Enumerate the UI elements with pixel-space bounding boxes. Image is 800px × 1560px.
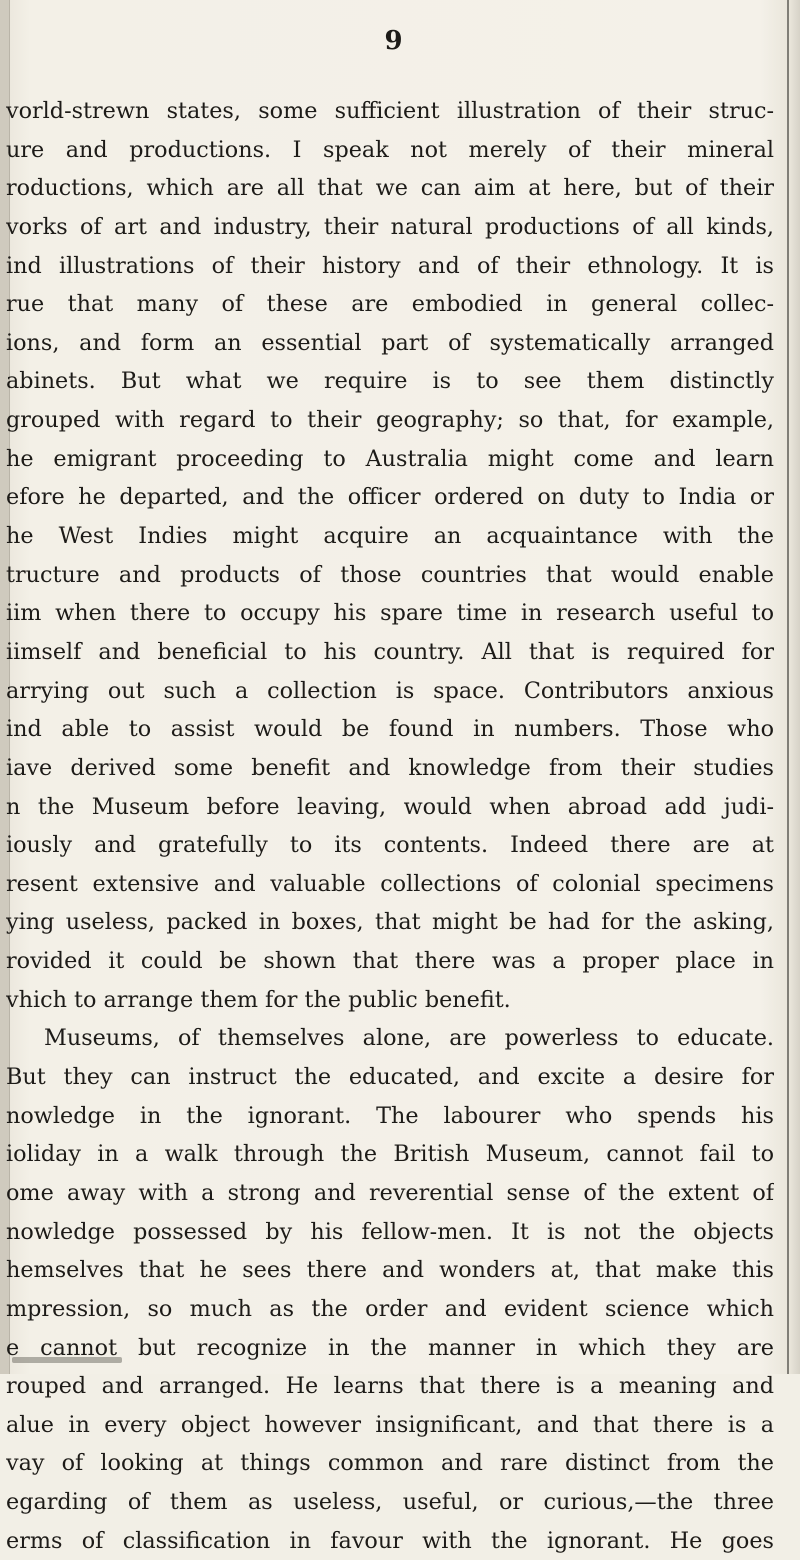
- text-line: ind able to assist would be found in numbers. Those who: [6, 716, 774, 743]
- text-line: efore he departed, and the officer ordered on duty to India or: [6, 484, 774, 511]
- text-line: ome away with a strong and reverential sense of the extent of: [6, 1179, 774, 1206]
- text-line: vay of looking at things common and rare distinct from the: [6, 1450, 774, 1477]
- text-line: ying useless, packed in boxes, that might be had for the asking,: [6, 909, 774, 936]
- text-line: ions, and form an essential part of systematically arranged: [6, 329, 774, 356]
- text-line: mpression, so much as the order and evident science which: [6, 1295, 774, 1322]
- text-line: he West Indies might acquire an acquaintance with the: [6, 523, 774, 550]
- text-line: abinets. But what we require is to see them distinctly: [6, 368, 774, 395]
- text-line: resent extensive and valuable collections of colonial specimens: [6, 870, 774, 897]
- text-line: roductions, which are all that we can aim at here, but of their: [6, 175, 774, 202]
- text-line: rouped and arranged. He learns that there is a meaning and: [6, 1373, 774, 1400]
- text-line: nowledge in the ignorant. The labourer who spends his: [6, 1102, 774, 1129]
- text-line: egarding of them as useless, useful, or curious,—the three: [6, 1489, 774, 1516]
- text-line: ure and productions. I speak not merely of their mineral: [6, 136, 774, 163]
- text-line: erms of classification in favour with the ignorant. He goes: [6, 1527, 774, 1554]
- text-line: iave derived some benefit and knowledge from their studies: [6, 754, 774, 781]
- text-line: ioliday in a walk through the British Museum, cannot fail to: [6, 1141, 774, 1168]
- text-line: rovided it could be shown that there was a proper place in: [6, 948, 774, 975]
- text-line: iim when there to occupy his spare time in research useful to: [6, 600, 774, 627]
- body-text: [6, 92, 774, 1560]
- scan-smudge: [12, 1357, 122, 1363]
- text-line: alue in every object however insignificant, and that there is a: [6, 1411, 774, 1438]
- text-line: vorks of art and industry, their natural productions of all kinds,: [6, 213, 774, 240]
- paragraph-start-line: Museums, of themselves alone, are powerless to educate.: [44, 1025, 774, 1052]
- page-right-border: [787, 0, 789, 1374]
- text-line: nowledge possessed by his fellow-men. It is not the objects: [6, 1218, 774, 1245]
- text-line: he emigrant proceeding to Australia might come and learn: [6, 445, 774, 472]
- paragraph-end-line: vhich to arrange them for the public benefit.: [6, 986, 511, 1013]
- text-line: hemselves that he sees there and wonders at, that make this: [6, 1257, 774, 1284]
- text-line: arrying out such a collection is space. Contributors anxious: [6, 677, 774, 704]
- text-line: rue that many of these are embodied in general collec-: [6, 291, 774, 318]
- text-line: n the Museum before leaving, would when abroad add judi-: [6, 793, 774, 820]
- text-line: iimself and beneficial to his country. All that is required for: [6, 638, 774, 665]
- text-line: grouped with regard to their geography; so that, for example,: [6, 407, 774, 434]
- text-line: But they can instruct the educated, and excite a desire for: [6, 1064, 774, 1091]
- text-line: iously and gratefully to its contents. Indeed there are at: [6, 832, 774, 859]
- page-number: 9: [384, 26, 404, 56]
- text-line: tructure and products of those countries that would enable: [6, 561, 774, 588]
- text-line: ind illustrations of their history and of their ethnology. It is: [6, 252, 774, 279]
- text-line: vorld-strewn states, some sufficient illustration of their struc-: [6, 98, 774, 124]
- text-line: e cannot but recognize in the manner in which they are: [6, 1334, 774, 1361]
